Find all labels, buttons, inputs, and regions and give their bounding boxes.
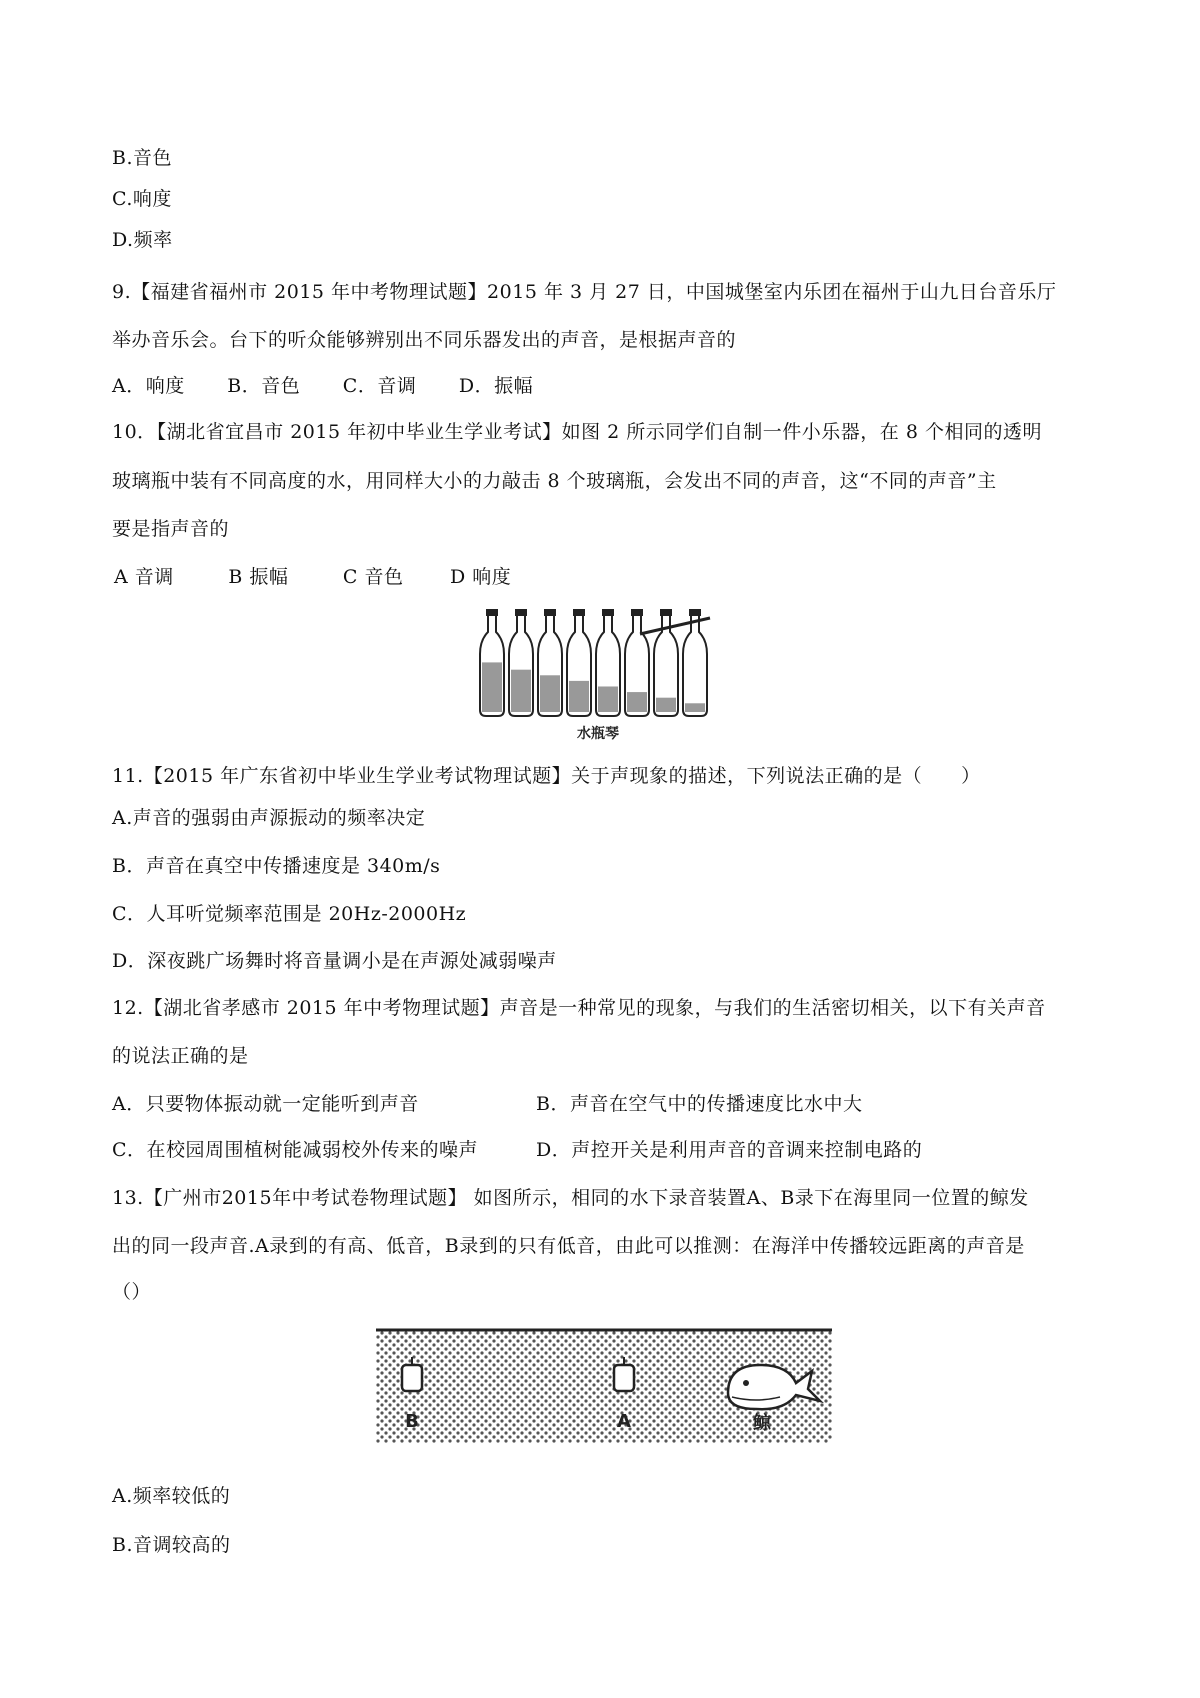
bottle-water-icon: [598, 686, 618, 712]
q9-option-d: D．振幅: [458, 375, 534, 397]
figure-caption: 水瓶琴: [577, 726, 619, 742]
bottle-cap-icon: [516, 610, 526, 615]
bottle-water-icon: [685, 703, 705, 712]
q10-stem-line2: 玻璃瓶中装有不同高度的水，用同样大小的力敲击 8 个玻璃瓶，会发出不同的声音，这“不同的声音”主: [112, 470, 997, 492]
q10-option-c: C 音色: [342, 566, 404, 588]
q12-option-d: D．声控开关是利用声音的音调来控制电路的: [536, 1139, 923, 1161]
bottle-cap-icon: [574, 610, 584, 615]
q12-stem-line1: 12.【湖北省孝感市 2015 年中考物理试题】声音是一种常见的现象，与我们的生活密切相关，以下有关声音: [112, 997, 1046, 1019]
bottle-water-icon: [569, 681, 589, 712]
bottle-water-icon: [627, 692, 647, 712]
q8-option-b: B.音色: [112, 147, 173, 169]
q9-options: [112, 374, 569, 398]
q12-option-b: B．声音在空气中的传播速度比水中大: [536, 1093, 863, 1115]
bottle-cap-icon: [661, 610, 671, 615]
q9-option-b: B．音色: [227, 375, 301, 397]
q11-option-c: C．人耳听觉频率范围是 20Hz-2000Hz: [112, 903, 467, 925]
q10-stem-line1: 10．【湖北省宜昌市 2015 年初中毕业生学业考试】如图 2 所示同学们自制一件小乐器，在 8 个相同的透明: [112, 421, 1042, 443]
q10-option-d: D 响度: [450, 566, 512, 588]
q9-option-a: A．响度: [112, 375, 185, 397]
q12-row2: [112, 1138, 923, 1162]
bottle-water-icon: [540, 675, 560, 712]
bottle-water-icon: [511, 670, 531, 712]
q13-stem-line2: 出的同一段声音.A录到的有高、低音，B录到的只有低音，由此可以推测：在海洋中传播较远距离的声音是: [112, 1235, 1025, 1257]
bottle-icon: [683, 614, 707, 716]
q9-stem-line1: 9.【福建省福州市 2015 年中考物理试题】2015 年 3 月 27 日，中国城堡室内乐团在福州于山九日台音乐厅: [112, 281, 1057, 303]
q12-option-a: A．只要物体振动就一定能听到声音: [112, 1093, 419, 1115]
bottle-cap-icon: [632, 610, 642, 615]
underwater-figure: [376, 1327, 832, 1447]
bottle-water-icon: [656, 698, 676, 712]
label-b: B: [405, 1411, 419, 1432]
q8-option-d: D.频率: [112, 229, 173, 251]
bottle-cap-icon: [603, 610, 613, 615]
label-a: A: [617, 1411, 631, 1432]
q13-option-a: A.频率较低的: [112, 1485, 231, 1507]
underwater-drawing: [376, 1327, 832, 1447]
bottle-xylophone-figure: [470, 602, 730, 742]
q8-option-c: C.响度: [112, 188, 172, 210]
q10-option-b: B 振幅: [228, 566, 289, 588]
q13-stem-line3: （）: [112, 1281, 152, 1303]
q10-option-a: A 音调: [114, 566, 174, 588]
q11-option-a: A.声音的强弱由声源振动的频率决定: [112, 807, 426, 829]
q9-option-c: C．音调: [342, 375, 417, 397]
bottle-cap-icon: [690, 610, 700, 615]
bottle-xylophone-drawing: [470, 602, 730, 742]
q13-stem-line1: 13.【广州市2015年中考试卷物理试题】 如图所示，相同的水下录音装置A、B录下在海里同一位置的鲸发: [112, 1187, 1029, 1209]
q10-stem-line3: 要是指声音的: [112, 518, 230, 540]
q12-option-c: C．在校园周围植树能减弱校外传来的噪声: [112, 1139, 479, 1161]
q11-stem: 11.【2015 年广东省初中毕业生学业考试物理试题】关于声现象的描述，下列说法正确的是（ ）: [112, 765, 981, 787]
q11-option-b: B．声音在真空中传播速度是 340m/s: [112, 855, 441, 877]
q10-options: [114, 565, 547, 589]
q13-option-b: B.音调较高的: [112, 1534, 231, 1556]
bottle-cap-icon: [487, 610, 497, 615]
q12-stem-line2: 的说法正确的是: [112, 1045, 249, 1067]
label-whale: 鲸: [753, 1413, 771, 1434]
bottle-water-icon: [482, 662, 502, 712]
bottle-cap-icon: [545, 610, 555, 615]
q9-stem-line2: 举办音乐会。台下的听众能够辨别出不同乐器发出的声音，是根据声音的: [112, 329, 737, 351]
q11-option-d: D．深夜跳广场舞时将音量调小是在声源处减弱噪声: [112, 950, 557, 972]
q12-row1: [112, 1092, 863, 1116]
